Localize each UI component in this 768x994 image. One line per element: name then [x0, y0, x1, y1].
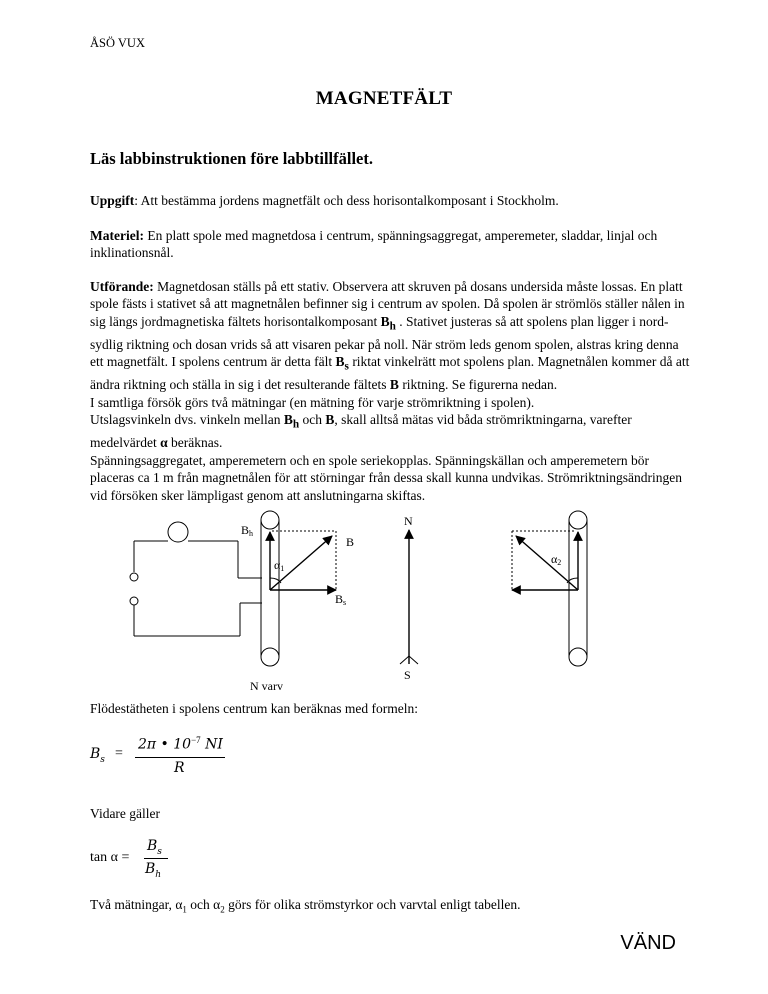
procedure-text-8: beräknas.	[167, 435, 223, 451]
page-title: MAGNETFÄLT	[315, 88, 453, 109]
label-alpha2: α2	[551, 552, 562, 567]
terminal-top	[130, 573, 138, 581]
task-label: Uppgift	[90, 193, 135, 208]
page-subtitle: Läs labbinstruktionen före labbtillfället.	[90, 149, 373, 168]
symbol-bh-2: B	[283, 412, 293, 428]
formula1-numerator: 2π • $10^{-7}$ NI	[138, 735, 223, 753]
ammeter-symbol	[168, 522, 188, 542]
label-bs: Bs	[335, 592, 347, 607]
procedure-text-5: Utslagsvinkeln dvs. vinkeln mellan	[90, 412, 284, 428]
turn-page-note: VÄND	[620, 932, 676, 954]
formula-bs	[90, 735, 230, 781]
task-paragraph	[90, 192, 690, 209]
procedure-text-2: . Stativet justeras så att spolens plan ligger i nord-sydlig riktning och dosan vrids så att visaren pekar på noll. När ström leds genom spolen, alstras kring denna ett magnetfält. I spolens centrum är detta fält	[90, 313, 679, 370]
task-text: : Att bestämma jordens magnetfält och dess horisontalkomposant i Stockholm.	[134, 193, 559, 208]
symbol-bs-sub: s	[344, 361, 349, 373]
label-bh: Bh	[241, 523, 254, 538]
page-header: ÅSÖ VUX	[90, 36, 145, 50]
formula2-fraction-bar	[144, 858, 168, 859]
symbol-b: B	[389, 377, 399, 393]
formula1-lhs: $B_s$	[90, 746, 105, 765]
procedure-text-4: riktning. Se figurerna nedan.	[398, 377, 558, 393]
formula2-numerator: $B_s$	[147, 838, 162, 857]
procedure-text-7: , skall alltså mätas vid båda strömriktningarna, varefter medelvärdet	[90, 412, 632, 451]
closing-paragraph: Två mätningar, $\alpha_1$ och $\alpha_2$ görs för olika strömstyrkor och varvtal enligt tabellen.	[90, 897, 521, 915]
circuit-wiring	[130, 522, 262, 636]
label-south: S	[404, 668, 411, 682]
formula1-fraction-bar	[135, 757, 225, 758]
material-paragraph	[90, 227, 690, 262]
procedure-text-6: och	[299, 412, 326, 428]
formula2-denominator: $B_h$	[145, 861, 162, 880]
formula1-intro: Flödestätheten i spolens centrum kan beräknas med formeln:	[90, 701, 419, 716]
label-n-varv: N varv	[250, 679, 283, 693]
formula2-intro: Vidare gäller	[90, 806, 161, 821]
label-north: N	[404, 514, 413, 528]
experiment-figure	[0, 505, 768, 695]
formula2-lhs: tan α =	[90, 850, 130, 865]
label-b: B	[346, 535, 355, 549]
material-text: En platt spole med magnetdosa i centrum, spänningsaggregat, amperemeter, sladdar, linjal och inklinationsnål.	[90, 228, 658, 261]
symbol-b-2: B	[325, 412, 335, 428]
material-label: Materiel:	[90, 228, 144, 243]
procedure-text-line2: I samtliga försök görs två mätningar (en mätning för varje strömriktning i spolen).	[90, 394, 535, 410]
symbol-alpha: α	[160, 435, 168, 451]
procedure-text-3: riktat vinkelrätt mot spolens plan. Magnetnålen kommer då att ändra riktning och ställa in sig i det resulterande fältets	[90, 354, 690, 393]
label-alpha1: α1	[274, 558, 285, 573]
terminal-bottom	[130, 597, 138, 605]
procedure-text-9: Spänningsaggregatet, amperemetern och en spole seriekopplas. Spänningskällan och amperemetern bör placeras ca 1 m från magnetnålen för att störningar från dessa skall kunna undvikas. Strömriktningsändringen vid försöken sker lämpligast genom att anslutningarna skiftas.	[90, 452, 682, 503]
compass-needle	[400, 530, 418, 664]
symbol-bh: B	[380, 313, 390, 329]
symbol-bh-2-sub: h	[292, 418, 300, 431]
formula1-eq: =	[115, 746, 123, 761]
procedure-paragraph	[90, 278, 690, 504]
formula1-denominator: R	[174, 760, 185, 776]
symbol-bs: B	[335, 354, 345, 370]
symbol-bh-sub: h	[389, 320, 396, 333]
formula-tan	[90, 838, 210, 884]
procedure-label: Utförande:	[90, 279, 154, 294]
procedure-text-1: Magnetdosan ställs på ett stativ. Observera att skruven på dosans undersida måste lossas. En platt spole fästs i stativet så att magnetnålen befinner sig i centrum av spolen. Då spolen är strömlös ställer nålen in sig längs jordmagnetiska fältets horisontalkomposant	[90, 279, 685, 329]
